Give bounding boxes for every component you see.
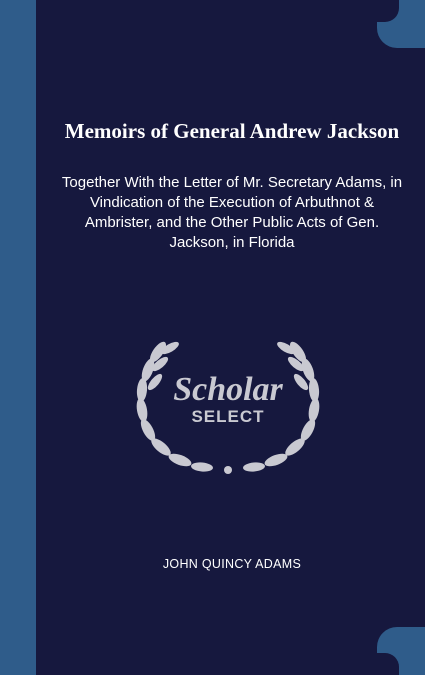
book-title: Memoirs of General Andrew Jackson <box>64 119 400 143</box>
cover-spine-band <box>0 0 36 675</box>
emblem-select-text: SELECT <box>191 407 265 426</box>
book-subtitle: Together With the Letter of Mr. Secretary Adams, in Vindication of the Execution of Arbuthnot & Ambrister, and the Other Public Acts of Gen. Jackson, in Florida <box>61 174 403 251</box>
book-author: JOHN QUINCY ADAMS <box>162 557 302 571</box>
scholar-select-emblem <box>128 330 328 480</box>
emblem-scholar-text: Scholar <box>173 371 283 408</box>
corner-decoration-top <box>377 0 425 48</box>
corner-decoration-bottom <box>377 627 425 675</box>
